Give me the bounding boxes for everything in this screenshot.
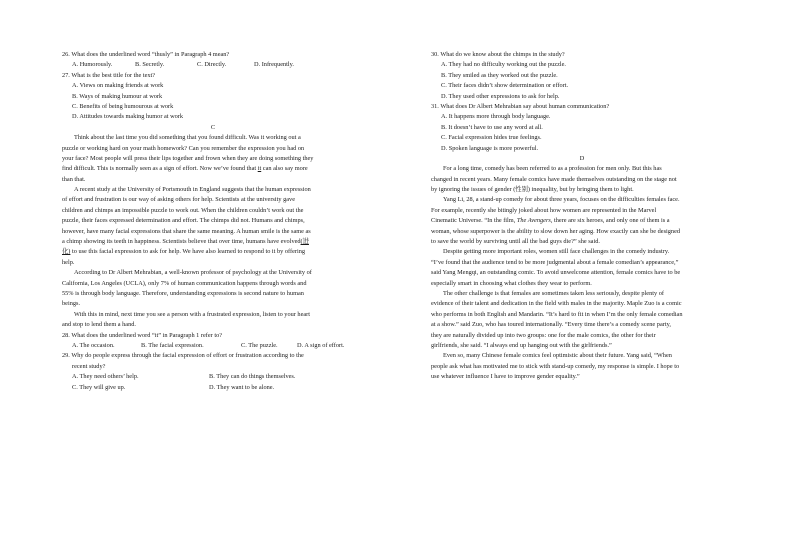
question-31-stem: 31. What does Dr Albert Mehrabian say about human communication? [431,102,610,110]
option-d: D. Infrequently. [254,61,294,69]
option-a: A. It happens more through body language. [441,113,551,121]
option-c: C. Their faces didn’t show determination or effort. [441,82,569,90]
question-29-options-row-1 [62,372,364,382]
option-b: B. Ways of making humour at work [72,92,163,100]
section-heading-d: D [579,154,585,162]
option-b: B. The facial expression. [141,341,204,349]
option-a: A. They had no difficulty working out the puzzle. [441,61,566,69]
question-26-stem: 26. What does the underlined word “thusly” in Paragraph 4 mean? [62,51,230,58]
right-column [431,50,733,383]
section-heading-c: C [210,123,216,131]
option-d: D. Attitudes towards making humor at work [72,113,184,121]
option-a: A. Humorously. [72,61,113,69]
option-a: A. They need others’ help. [72,373,139,381]
film-title: The Avengers [516,217,551,225]
option-c: C. They will give up. [72,383,126,391]
question-26-options [62,60,364,70]
passage-c-paragraph-4: With this in mind, next time you see a person with a frustrated expression, listen to your heart and stop to lend them a hand. [62,310,311,329]
left-column [62,50,364,393]
option-d: D. They used other expressions to ask for help. [441,92,560,100]
option-c: C. Benefits of being humourous at work [72,102,174,110]
passage-c-paragraph-1: Think about the last time you did something that you found difficult. Was it working out a puzzle or working hard on your math homework? Can you remember the expression you had on your face? Most people will press their lips together and frown when they are doing something they find difficult. This is normally seen as a sign of effort. Now we’ve found that it can also say more than that. [62,134,314,183]
passage-d-paragraph-3: Despite getting more important roles, women still face challenges in the comedy industry. “I’ve found that the audience tend to be more judgmental about a female comedian’s appearance,” said Yang Mengqi, an outstanding comic. To avoid unwelcome attention, female comics have to be especially smart in choosing what clothes they wear to perform. [431,248,681,287]
option-b: B. They smiled as they worked out the puzzle. [441,71,558,79]
passage-d-paragraph-4: The other challenge is that females are sometimes taken less seriously, despite plenty of evidence of their talent and dedication in the field with males in the majority. Maple Zuo is a comic who performs in both English and Mandarin. “It’s hard to fit in when I’m the only female comedian at a show.” said Zuo, who has toured internationally. “Every time there’s a comedy scene party, they are naturally divided up into two groups: one for the male comics, the other for their girlfriends, she said. “I always end up hanging out with the girlfriends.” [431,289,683,349]
option-c: C. Facial expression hides true feelings. [441,134,542,142]
passage-d-paragraph-2: Yang Li, 28, a stand-up comedy for about three years, focuses on the difficulties females face. For example, recently she bitingly joked about how women are represented in the Marvel Cinematic Universe. “In the film, The Avengers, there are six heroes, and only one of them is a woman, whose superpower is the ability to slow down her aging. How exactly can she be designed to save the world by surviving until all the bad guys die?” she said. [431,196,681,246]
passage-d-paragraph-1: For a long time, comedy has been referred to as a profession for men only. But this has changed in recent years. Many female comics have made themselves outstanding on the stage not by ignoring the issues of gender (性别) inequality, but by bringing them to light. [431,165,677,194]
option-b: B. They can do things themselves. [209,373,296,381]
option-d: D. A sign of effort. [297,341,345,349]
option-d: D. Spoken language is more powerful. [441,144,539,152]
question-28-options [62,341,364,351]
option-a: A. Views on making friends at work [72,82,164,90]
question-29-stem-continued: recent study? [72,362,106,370]
question-29-stem: 29. Why do people express through the facial expression of effort or frustration according to the [62,352,304,360]
gloss-evolved: (进 [300,238,309,246]
option-d: D. They want to be alone. [209,383,275,391]
underlined-word-it: it [257,165,262,173]
option-b: B. Secretly. [135,61,165,69]
passage-d-paragraph-5: Even so, many Chinese female comics feel optimistic about their future. Yang said, “When people ask what has motivated me to stick with stand-up comedy, my response is simple. I hope to use whatever influence I have to improve gender equality.” [431,352,680,381]
option-c: C. The puzzle. [241,341,278,349]
option-a: A. The occasion. [72,341,115,349]
option-c: C. Directly. [197,61,227,69]
question-29-options-row-2 [62,383,364,393]
question-27-stem: 27. What is the best title for the text? [62,71,156,79]
question-28-stem: 28. What does the underlined word “it” in Paragraph 1 refer to? [62,331,223,339]
question-30-stem: 30. What do we know about the chimps in the study? [431,51,565,58]
passage-c-paragraph-2: A recent study at the University of Portsmouth in England suggests that the human expression of effort and frustration is our way of asking others for help. Scientists at the university gave children and chimps an impossible puzzle to work out. When the children couldn’t work out the puzzle, their faces expressed determination and effort. The chimps did not. Humans and chimps, however, have many facial expressions that share the same meaning. A human smile is the same as a chimp showing its teeth in happiness. Scientists believe that over time, humans have evolved(进 化) to use this facial expression to ask for help. We have also learned to respond to it by offering help. [62,186,311,266]
option-b: B. It doesn’t have to use any word at all. [441,123,543,131]
passage-c-paragraph-3: According to Dr Albert Mehrabian, a well-known professor of psychology at the University of California, Los Angeles (UCLA), only 7% of human communication happens through words and 55% is through body language. Therefore, understanding expressions is second nature to human beings. [62,269,312,308]
